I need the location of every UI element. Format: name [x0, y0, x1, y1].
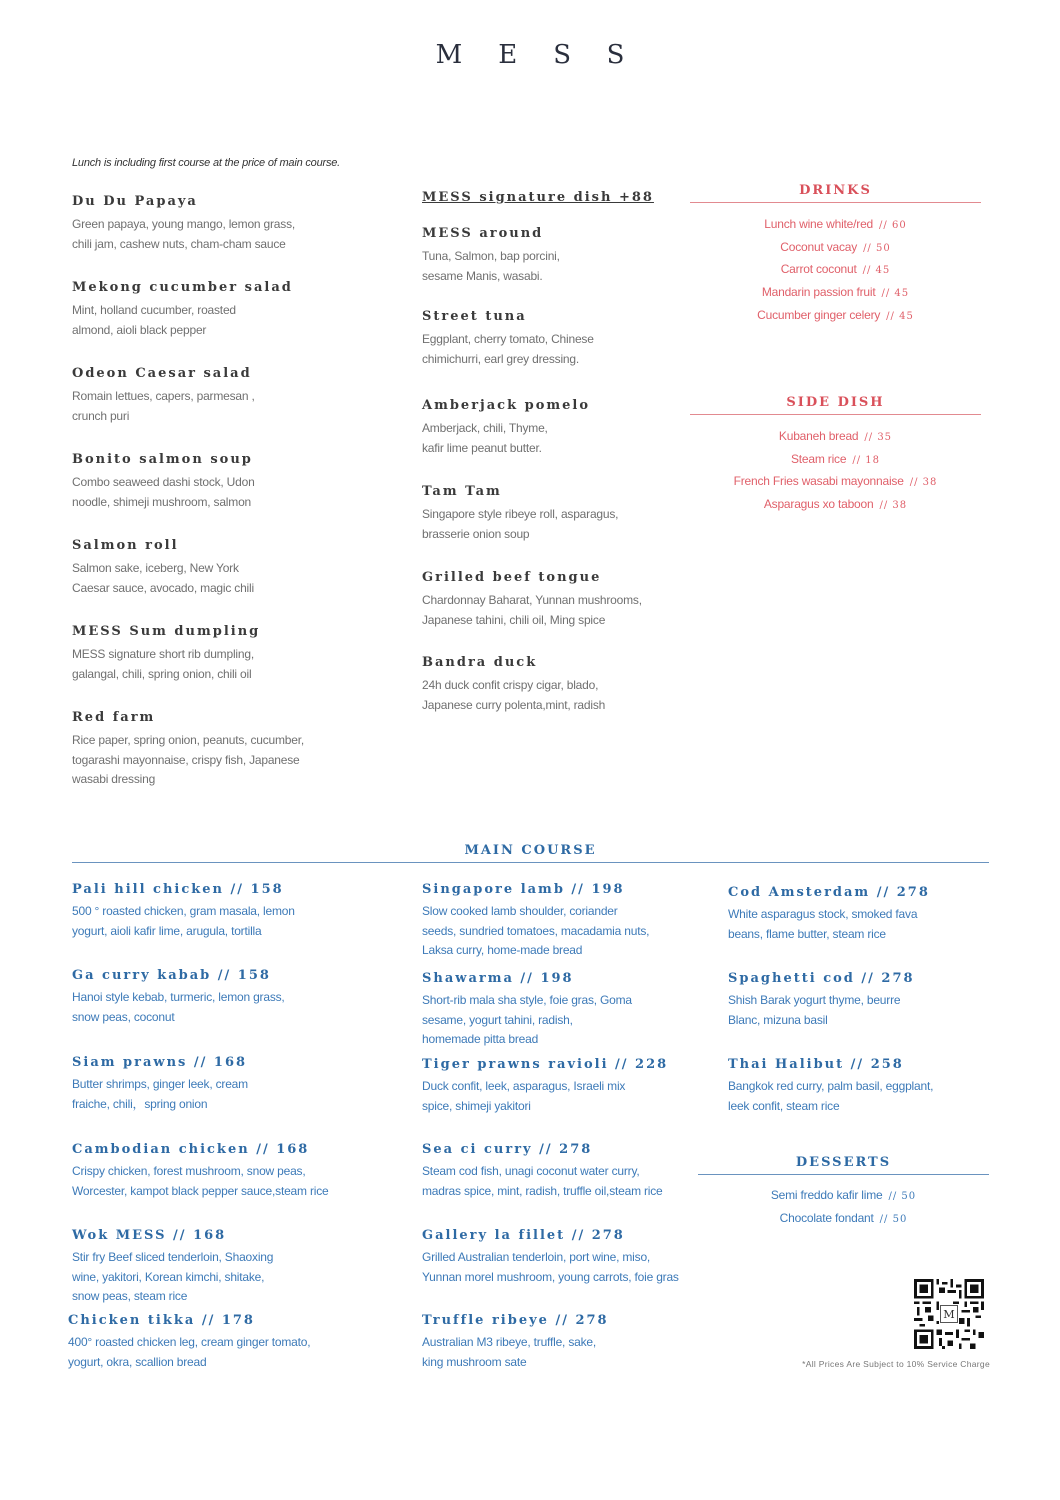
- dish-description: Salmon sake, iceberg, New York Caesar sauce, avocado, magic chili: [72, 561, 254, 595]
- drink-item: [690, 237, 981, 260]
- dish-name: Bandra duck: [422, 655, 538, 670]
- main-dish-description: Stir fry Beef sliced tenderloin, Shaoxing wine, yakitori, Korean kimchi, shitake, snow peas, steam rice: [72, 1250, 274, 1303]
- main-dish-name: Cambodian chicken // 168: [72, 1142, 310, 1157]
- menu-item: [72, 1142, 392, 1201]
- side-dish-list: [690, 426, 981, 517]
- dish-name: Grilled beef tongue: [422, 570, 602, 585]
- side-dish-item: [690, 494, 981, 517]
- menu-item: [422, 971, 712, 1050]
- menu-item: [422, 1057, 712, 1116]
- main-dish-description: 500 ° roasted chicken, gram masala, lemon yogurt, aioli kafir lime, arugula, tortilla: [72, 904, 295, 938]
- menu-item: [422, 655, 702, 715]
- dish-name: Du Du Papaya: [72, 194, 198, 209]
- drink-name: Carrot coconut: [780, 262, 857, 277]
- main-dish-description: Bangkok red curry, palm basil, eggplant, leek confit, steam rice: [728, 1079, 934, 1113]
- menu-item: [422, 570, 702, 630]
- main-dish-name: Cod Amsterdam // 278: [728, 885, 930, 900]
- dish-name: Street tuna: [422, 309, 527, 324]
- drinks-list: [690, 214, 981, 328]
- drink-price: // 45: [886, 310, 914, 322]
- drink-item: [690, 282, 981, 305]
- side-dish-price: // 38: [909, 477, 938, 489]
- main-dish-description: Short-rib mala sha style, foie gras, Goma sesame, yogurt tahini, radish, homemade pitta bread: [422, 993, 632, 1046]
- main-dish-description: Australian M3 ribeye, truffle, sake, king mushroom sate: [422, 1335, 596, 1369]
- main-dish-name: Chicken tikka // 178: [68, 1313, 255, 1328]
- dessert-price: // 50: [888, 1191, 917, 1202]
- dish-name: Odeon Caesar salad: [72, 366, 252, 381]
- menu-item: [72, 366, 372, 426]
- main-dish-name: Singapore lamb // 198: [422, 882, 625, 897]
- drink-item: [690, 305, 981, 328]
- menu-item: [422, 226, 702, 286]
- menu-item: [72, 1228, 392, 1307]
- side-dish-name: Steam rice: [790, 451, 847, 466]
- drink-name: Cucumber ginger celery: [757, 307, 881, 322]
- dish-description: MESS signature short rib dumpling, galangal, chili, spring onion, chili oil: [72, 647, 254, 681]
- dessert-item: [698, 1185, 989, 1208]
- menu-item: [72, 710, 372, 790]
- menu-item: [422, 398, 702, 458]
- drink-name: Coconut vacay: [780, 239, 858, 254]
- main-dish-name: Wok MESS // 168: [72, 1228, 227, 1243]
- drink-name: Mandarin passion fruit: [761, 285, 876, 300]
- dessert-item: [698, 1208, 989, 1231]
- side-dish-price: // 35: [864, 432, 893, 443]
- main-dish-name: Pali hill chicken // 158: [72, 882, 284, 897]
- side-dish-item: [690, 449, 981, 472]
- dessert-price: // 50: [879, 1213, 908, 1225]
- qr-code-icon[interactable]: [914, 1279, 984, 1349]
- dish-description: Romain lettues, capers, parmesan , crunch puri: [72, 389, 255, 423]
- main-dish-name: Sea ci curry // 278: [422, 1142, 593, 1157]
- main-dish-name: Thai Halibut // 258: [728, 1057, 904, 1072]
- main-dish-name: Gallery la fillet // 278: [422, 1228, 625, 1243]
- menu-item: [72, 882, 392, 941]
- menu-item: [72, 1055, 392, 1114]
- drink-item: [690, 259, 981, 282]
- drink-item: [690, 214, 981, 237]
- drink-price: // 45: [862, 265, 891, 277]
- main-dish-name: Siam prawns // 168: [72, 1055, 248, 1070]
- dish-description: 24h duck confit crispy cigar, blado, Japanese curry polenta,mint, radish: [422, 678, 606, 712]
- menu-item: [68, 1313, 388, 1372]
- main-dish-name: Spaghetti cod // 278: [728, 971, 915, 986]
- main-dish-description: 400° roasted chicken leg, cream ginger tomato, yogurt, okra, scallion bread: [68, 1335, 311, 1369]
- main-dish-description: Duck confit, leek, asparagus, Israeli mix spice, shimeji yakitori: [422, 1079, 626, 1113]
- menu-item: [728, 971, 988, 1030]
- desserts-section-title: DESSERTS: [698, 1155, 989, 1175]
- side-dish-price: // 18: [852, 454, 880, 466]
- drink-price: // 60: [879, 220, 907, 231]
- drink-price: // 45: [881, 288, 910, 300]
- side-dish-item: [690, 426, 981, 449]
- side-dish-item: [690, 471, 981, 494]
- main-dish-name: Shawarma // 198: [422, 971, 574, 986]
- dish-name: MESS around: [422, 226, 544, 241]
- dish-name: Salmon roll: [72, 538, 179, 553]
- main-dish-name: Ga curry kabab // 158: [72, 968, 271, 983]
- menu-item: [422, 484, 702, 544]
- menu-item: [422, 1313, 712, 1372]
- desserts-list: [698, 1185, 989, 1230]
- dessert-name: Chocolate fondant: [779, 1210, 874, 1225]
- menu-item: [72, 452, 372, 512]
- side-dish-name: French Fries wasabi mayonnaise: [733, 474, 904, 489]
- menu-item: [728, 885, 988, 944]
- dish-description: Tuna, Salmon, bap porcini, sesame Manis, wasabi.: [422, 249, 560, 283]
- dish-name: Bonito salmon soup: [72, 452, 253, 467]
- menu-item: [422, 309, 702, 369]
- dish-description: Singapore style ribeye roll, asparagus, brasserie onion soup: [422, 507, 619, 541]
- dish-name: Mekong cucumber salad: [72, 280, 293, 295]
- menu-item: [72, 538, 372, 598]
- menu-item: [728, 1057, 988, 1116]
- dish-description: Combo seaweed dashi stock, Udon noodle, shimeji mushroom, salmon: [72, 475, 255, 509]
- menu-item: [422, 882, 712, 961]
- side-dish-price: // 38: [879, 500, 908, 512]
- side-dish-name: Asparagus xo taboon: [763, 497, 874, 512]
- signature-section-title: MESS signature dish +88: [422, 190, 654, 205]
- service-charge-note: *All Prices Are Subject to 10% Service Charge: [802, 1359, 990, 1369]
- main-dish-name: Tiger prawns ravioli // 228: [422, 1057, 669, 1072]
- side-dish-section-title: SIDE DISH: [690, 395, 981, 415]
- brand-logo: MESS: [435, 40, 661, 70]
- dish-description: Chardonnay Baharat, Yunnan mushrooms, Japanese tahini, chili oil, Ming spice: [422, 593, 642, 627]
- main-dish-name: Truffle ribeye // 278: [422, 1313, 609, 1328]
- menu-item: [72, 194, 372, 254]
- main-dish-description: Steam cod fish, unagi coconut water curry, madras spice, mint, radish, truffle oil,steam rice: [422, 1164, 663, 1198]
- main-dish-description: Hanoi style kebab, turmeric, lemon grass, snow peas, coconut: [72, 990, 285, 1024]
- dish-name: Amberjack pomelo: [422, 398, 591, 413]
- menu-item: [72, 624, 372, 684]
- drink-price: // 50: [863, 242, 891, 254]
- main-dish-description: Slow cooked lamb shoulder, coriander seeds, sundried tomatoes, macadamia nuts, Laksa curry, home-made bread: [422, 904, 650, 957]
- main-dish-description: Crispy chicken, forest mushroom, snow peas, Worcester, kampot black pepper sauce,steam rice: [72, 1164, 329, 1198]
- dessert-name: Semi freddo kafir lime: [770, 1188, 883, 1202]
- svg-text:M: M: [943, 1308, 955, 1322]
- lunch-intro-note: Lunch is including first course at the price of main course.: [72, 157, 341, 169]
- drink-name: Lunch wine white/red: [764, 217, 874, 231]
- menu-item: [422, 1228, 712, 1287]
- dish-name: Red farm: [72, 710, 156, 725]
- main-dish-description: White asparagus stock, smoked fava beans, flame butter, steam rice: [728, 907, 918, 941]
- menu-item: [422, 1142, 712, 1201]
- drinks-section-title: DRINKS: [690, 183, 981, 203]
- dish-description: Amberjack, chili, Thyme, kafir lime peanut butter.: [422, 421, 548, 455]
- menu-item: [72, 968, 392, 1027]
- dish-description: Green papaya, young mango, lemon grass, chili jam, cashew nuts, cham-cham sauce: [72, 217, 296, 251]
- menu-item: [72, 280, 372, 340]
- dish-description: Mint, holland cucumber, roasted almond, aioli black pepper: [72, 303, 236, 337]
- dish-description: Rice paper, spring onion, peanuts, cucumber, togarashi mayonnaise, crispy fish, Japanese wasabi dressing: [72, 733, 305, 786]
- dish-description: Eggplant, cherry tomato, Chinese chimichurri, earl grey dressing.: [422, 332, 594, 366]
- dish-name: MESS Sum dumpling: [72, 624, 261, 639]
- dish-name: Tam Tam: [422, 484, 502, 499]
- side-dish-name: Kubaneh bread: [778, 429, 859, 443]
- main-dish-description: Grilled Australian tenderloin, port wine, miso, Yunnan morel mushroom, young carrots, foie gras: [422, 1250, 679, 1284]
- main-course-section-title: MAIN COURSE: [72, 843, 989, 863]
- main-dish-description: Shish Barak yogurt thyme, beurre Blanc, mizuna basil: [728, 993, 901, 1027]
- main-dish-description: Butter shrimps, ginger leek, cream fraiche, chili，spring onion: [72, 1077, 248, 1111]
